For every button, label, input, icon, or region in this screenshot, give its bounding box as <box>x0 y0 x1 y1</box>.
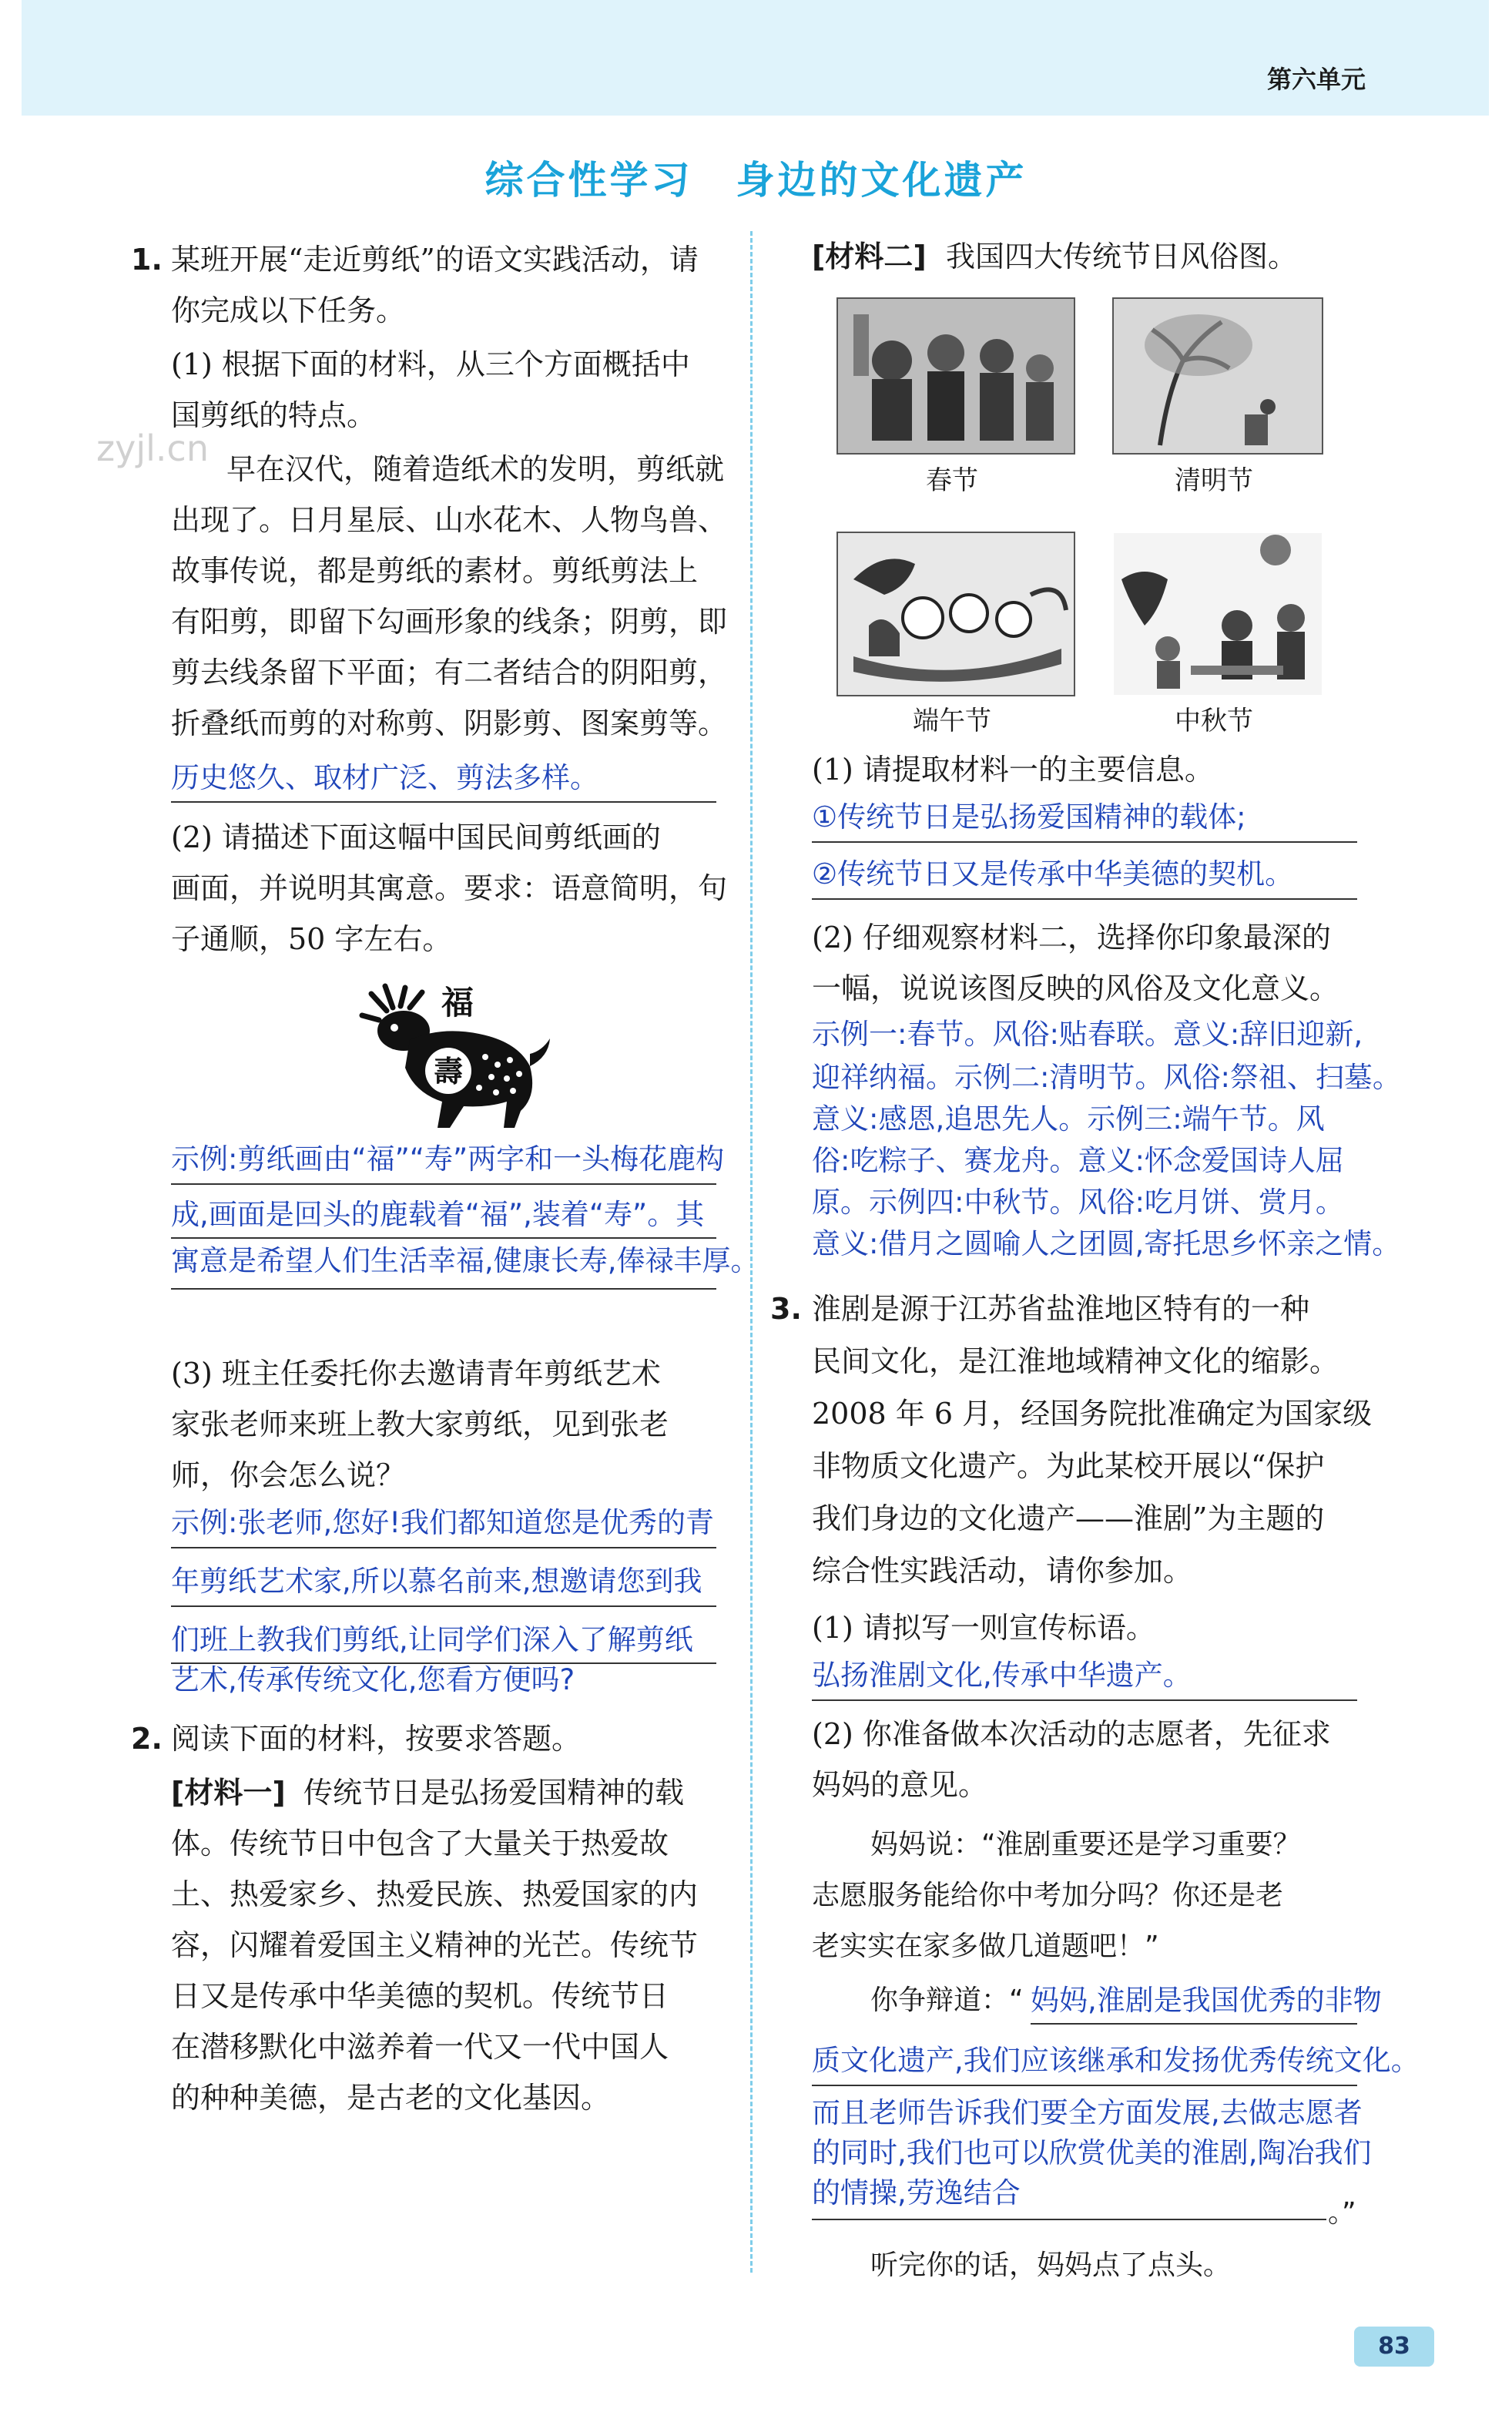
q1-sub1-line: 国剪纸的特点。 <box>171 398 377 432</box>
festival-caption: 中秋节 <box>1175 706 1253 736</box>
q3-stem-line: 我们身边的文化遗产——淮剧”为主题的 <box>812 1501 1325 1535</box>
q2-material1-label: [材料一] <box>171 1776 286 1810</box>
answer-underline <box>812 898 1357 900</box>
mom-speech-line: 志愿服务能给你中考加分吗？你还是老 <box>812 1880 1284 1911</box>
q1-answer3-line: 艺术,传承传统文化,您看方便吗? <box>171 1663 575 1696</box>
q1-stem-line: 你完成以下任务。 <box>171 294 406 327</box>
q2-material2-text: 我国四大传统节日风俗图。 <box>946 240 1298 273</box>
q1-sub2-line: 画面，并说明其寓意。要求：语意简明，句 <box>171 871 728 905</box>
q2-material1-line: 在潜移默化中滋养着一代又一代中国人 <box>171 2030 669 2064</box>
paper-cut-character: 福 <box>441 984 474 1022</box>
spring-festival-image <box>836 297 1075 455</box>
q1-sub1-line: (1) 根据下面的材料，从三个方面概括中 <box>171 347 690 381</box>
q3-stem-line: 非物质文化遗产。为此某校开展以“保护 <box>812 1449 1325 1483</box>
q2-number: 2. <box>131 1722 163 1756</box>
header-band <box>22 0 1489 116</box>
q1-answer1: 历史悠久、取材广泛、剪法多样。 <box>171 761 598 794</box>
title-part1: 综合性学习 <box>484 158 693 203</box>
q3-stem-line: 综合性实践活动，请你参加。 <box>812 1554 1193 1588</box>
answer-underline <box>812 2085 1357 2086</box>
answer-underline <box>812 841 1357 843</box>
q1-sub3-line: 师，你会怎么说？ <box>171 1458 406 1492</box>
q1-material-line: 早在汉代，随着造纸术的发明，剪纸就 <box>226 452 725 486</box>
q1-sub3-line: 家张老师来班上教大家剪纸，见到张老 <box>171 1407 669 1441</box>
answer-underline <box>1031 2023 1357 2025</box>
q2-answer2-line: 意义:借月之圆喻人之团圆,寄托思乡怀亲之情。 <box>812 1227 1401 1260</box>
q3-answer1: 弘扬淮剧文化,传承中华遗产。 <box>812 1659 1192 1692</box>
qingming-festival-image <box>1112 297 1323 455</box>
paper-cut-deer-image <box>356 980 553 1128</box>
ending-line: 听完你的话，妈妈点了点头。 <box>870 2250 1232 2281</box>
q1-material-line: 剪去线条留下平面；有二者结合的阴阳剪， <box>171 656 728 689</box>
q1-number: 1. <box>131 243 163 277</box>
q1-sub3-line: (3) 班主任委托你去邀请青年剪纸艺术 <box>171 1357 661 1391</box>
q2-sub2-line: 一幅，说说该图反映的风俗及文化意义。 <box>812 971 1339 1005</box>
mom-speech-line: 妈妈说：“淮剧重要还是学习重要？ <box>870 1829 1301 1860</box>
dragon-boat-festival-image <box>836 532 1075 696</box>
q1-sub2-line: 子通顺，50 字左右。 <box>171 922 452 956</box>
q2-sub2-line: (2) 仔细观察材料二，选择你印象最深的 <box>812 921 1331 954</box>
q3-answer2-line: 妈妈,淮剧是我国优秀的非物 <box>1031 1984 1382 2017</box>
answer-underline <box>171 1237 716 1239</box>
q2-answer2-line: 迎祥纳福。示例二:清明节。风俗:祭祖、扫墓。 <box>812 1061 1401 1094</box>
q2-answer2-line: 示例一:春节。风俗:贴春联。意义:辞旧迎新, <box>812 1018 1363 1051</box>
q3-answer2-line: 的情操,劳逸结合 <box>812 2176 1021 2209</box>
festival-caption: 清明节 <box>1175 465 1253 496</box>
festival-caption: 春节 <box>926 465 978 496</box>
q2-material1-line: 日又是传承中华美德的契机。传统节日 <box>171 1979 669 2013</box>
q2-material1-line: 土、热爱家乡、热爱民族、热爱国家的内 <box>171 1877 699 1911</box>
q2-material1-line: 容，闪耀着爱国主义精神的光芒。传统节 <box>171 1928 699 1962</box>
q1-answer2-line: 寓意是希望人们生活幸福,健康长寿,俸禄丰厚。 <box>171 1244 759 1277</box>
q3-sub1: (1) 请拟写一则宣传标语。 <box>812 1611 1155 1645</box>
answer-underline <box>171 1183 716 1185</box>
q3-stem-line: 淮剧是源于江苏省盐淮地区特有的一种 <box>812 1292 1310 1326</box>
q2-answer2-line: 俗:吃粽子、赛龙舟。意义:怀念爱国诗人屈 <box>812 1144 1344 1177</box>
q2-answer1-line: ②传统节日又是传承中华美德的契机。 <box>812 857 1294 891</box>
q2-material1-line: 的种种美德，是古老的文化基因。 <box>171 2081 611 2115</box>
q3-stem-line: 2008 年 6 月，经国务院批准确定为国家级 <box>812 1397 1373 1431</box>
svg-text:壽: 壽 <box>433 1054 464 1089</box>
q3-number: 3. <box>770 1292 802 1326</box>
mid-autumn-festival-image <box>1112 532 1323 696</box>
q1-material-line: 故事传说，都是剪纸的素材。剪纸剪法上 <box>171 554 699 588</box>
q1-material-line: 出现了。日月星辰、山水花木、人物鸟兽、 <box>171 503 728 537</box>
your-reply-prefix: 你争辩道：“ <box>870 1984 1024 2016</box>
watermark: zyjl.cn <box>96 428 209 469</box>
festival-caption: 端午节 <box>913 706 991 736</box>
page-number: 83 <box>1354 2327 1434 2367</box>
q3-answer2-line: 质文化遗产,我们应该继承和发扬优秀传统文化。 <box>812 2044 1420 2077</box>
q2-answer2-line: 原。示例四:中秋节。风俗:吃月饼、赏月。 <box>812 1186 1344 1219</box>
answer-underline <box>171 1605 716 1607</box>
q3-sub2-line: 妈妈的意见。 <box>812 1768 988 1802</box>
answer-underline <box>171 801 716 803</box>
q1-material-line: 折叠纸而剪的对称剪、阴影剪、图案剪等。 <box>171 706 728 740</box>
q2-sub1: (1) 请提取材料一的主要信息。 <box>812 753 1214 787</box>
mom-speech-line: 老实实在家多做几道题吧！” <box>812 1931 1159 1962</box>
q3-sub2-line: (2) 你准备做本次活动的志愿者，先征求 <box>812 1717 1331 1751</box>
q3-stem-line: 民间文化，是江淮地域精神文化的缩影。 <box>812 1344 1339 1378</box>
title-part2: 身边的文化遗产 <box>736 158 1028 203</box>
q2-answer1-line: ①传统节日是弘扬爱国精神的载体; <box>812 800 1246 834</box>
q2-material1-line: 传统节日是弘扬爱国精神的载 <box>303 1776 685 1810</box>
q1-material-line: 有阳剪，即留下勾画形象的线条；阴剪，即 <box>171 605 728 639</box>
q3-answer2-line: 的同时,我们也可以欣赏优美的淮剧,陶冶我们 <box>812 2136 1372 2169</box>
q2-answer2-line: 意义:感恩,追思先人。示例三:端午节。风 <box>812 1102 1325 1136</box>
q1-answer3-line: 年剪纸艺术家,所以慕名前来,想邀请您到我 <box>171 1565 702 1598</box>
answer-underline <box>812 2219 1326 2220</box>
page-title <box>0 149 1512 205</box>
q1-sub2-line: (2) 请描述下面这幅中国民间剪纸画的 <box>171 820 661 854</box>
q2-stem: 阅读下面的材料，按要求答题。 <box>171 1722 582 1756</box>
q1-answer3-line: 们班上教我们剪纸,让同学们深入了解剪纸 <box>171 1623 693 1656</box>
q3-answer2-line: 而且老师告诉我们要全方面发展,去做志愿者 <box>812 2096 1363 2129</box>
q2-material1-line: 体。传统节日中包含了大量关于热爱故 <box>171 1827 669 1860</box>
answer-underline <box>171 1547 716 1548</box>
answer-underline <box>171 1288 716 1290</box>
your-reply-suffix: 。” <box>1328 2197 1356 2229</box>
q1-answer2-line: 成,画面是回头的鹿载着“福”,装着“寿”。其 <box>171 1198 705 1231</box>
q1-answer3-line: 示例:张老师,您好!我们都知道您是优秀的青 <box>171 1506 715 1539</box>
q2-material2-label: [材料二] <box>812 240 927 273</box>
q1-stem-line: 某班开展“走近剪纸”的语文实践活动，请 <box>171 243 699 277</box>
q1-answer2-line: 示例:剪纸画由“福”“寿”两字和一头梅花鹿构 <box>171 1142 725 1176</box>
answer-underline <box>812 1699 1357 1701</box>
unit-label: 第六单元 <box>1266 65 1366 94</box>
